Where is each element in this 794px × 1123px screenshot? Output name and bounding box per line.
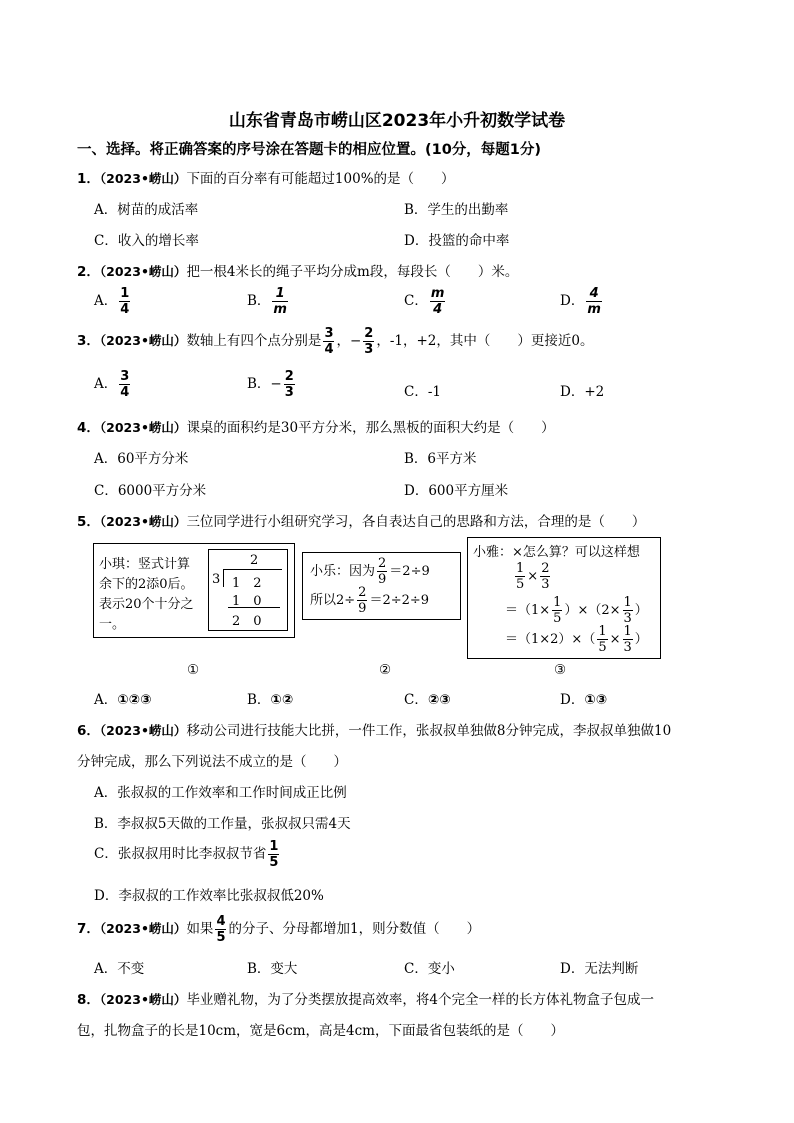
option-d: D．+2 [560,384,605,400]
option-d: D． $\frac{4}{m}$ [560,286,601,317]
option-a: A．树苗的成活率 [94,202,199,218]
option-d: D．投篮的命中率 [404,233,510,249]
option-c: C．6000平方分米 [94,483,207,499]
marker-1: ① [187,662,200,678]
question-6: 6．（2023•崂山）移动公司进行技能大比拼，一件工作，张叔叔单独做8分钟完成，李叔叔单独做10 [77,723,672,739]
page-title: 山东省青岛市崂山区2023年小升初数学试卷 [228,111,566,131]
option-a: A． $\frac{1}{4}$ [94,286,130,317]
option-c: C．张叔叔用时比李叔叔节省 $\frac{1}{5}$ [94,839,279,870]
student-box-xiaole: 小乐：因为 $\frac{2}{9}$ ＝2÷9 所以2÷ $\frac{2}{9}$ ＝2÷2÷9 [302,552,461,620]
source-tag: （2023•崂山） [99,264,187,279]
section-heading: 一、选择。将正确答案的序号涂在答题卡的相应位置。(10分，每题1分) [77,142,542,158]
question-number: 2． [77,264,100,280]
option-b: B．变大 [247,961,298,977]
option-a: A．不变 [94,961,145,977]
option-b: B．6平方米 [404,451,477,467]
option-c: C．②③ [404,692,451,708]
question-number: 1． [77,171,100,187]
option-c: C．-1 [404,384,441,400]
option-d: D．600平方厘米 [404,483,509,499]
option-a: A．张叔叔的工作效率和工作时间成正比例 [94,785,347,801]
option-c: C．收入的增长率 [94,233,199,249]
question-2 [77,260,518,280]
question-8-line2: 包，扎物盒子的长是10cm，宽是6cm，高是4cm，下面最省包装纸的是（ ） [77,1023,564,1039]
option-a: A． $\frac{3}{4}$ [94,369,130,400]
option-d: D．①③ [560,692,608,708]
question-text: 把一根4米长的绳子平均分成m段，每段长（ ）米。 [186,264,519,280]
question-7: 7．（2023•崂山）如果 $\frac{4}{5}$ 的分子、分母都增加1，则分数值（ ） [77,914,481,945]
question-4: 4．（2023•崂山）课桌的面积约是30平方分米，那么黑板的面积大约是（ ） [77,420,555,436]
marker-2: ② [379,662,392,678]
student-box-xiaoqi: 小琪：竖式计算 余下的2添0后。 表示20个十分之 一。 2 3 1 2 1 0 2 0 [93,543,295,638]
option-b: B．李叔叔5天做的工作量，张叔叔只需4天 [94,816,351,832]
option-a: A．①②③ [94,692,152,708]
option-c: C．变小 [404,961,455,977]
option-b: B．①② [247,692,294,708]
question-1 [77,167,455,187]
question-8: 8．（2023•崂山）毕业赠礼物，为了分类摆放提高效率，将4个完全一样的长方体礼物盒子包成一 [77,992,655,1008]
question-5: 5．（2023•崂山）三位同学进行小组研究学习，各自表达自己的思路和方法，合理的是（ ） [77,514,646,530]
option-c: C． $\frac{m}{4}$ [404,286,445,317]
question-3: 3．（2023•崂山）数轴上有四个点分别是 $\frac{3}{4}$ ，− $\frac{2}{3}$ ，-1，+2，其中（ ）更接近0。 [77,326,594,357]
student-box-xiaoya: 小雅：×怎么算？可以这样想 $\frac{1}{5}$ × $\frac{2}{3}$ ＝（1× $\frac{1}{5}$ ）×（2× $\frac{1}{3}$ ） ＝（1×2）×（ $\frac{1}{5}$ × $\frac{1}{3}$ ） [467,537,661,659]
option-d: D．无法判断 [560,961,639,977]
question-text: 下面的百分率有可能超过100%的是（ ） [186,171,455,187]
option-b: B．学生的出勤率 [404,202,509,218]
option-b: B． $\frac{1}{m}$ [247,286,287,317]
option-a: A．60平方分米 [94,451,189,467]
option-b: B．− $\frac{2}{3}$ [247,369,294,400]
question-6-line2: 分钟完成，那么下列说法不成立的是（ ） [77,754,347,770]
source-tag: （2023•崂山） [99,171,187,186]
marker-3: ③ [554,662,567,678]
option-d: D．李叔叔的工作效率比张叔叔低20% [94,888,324,904]
